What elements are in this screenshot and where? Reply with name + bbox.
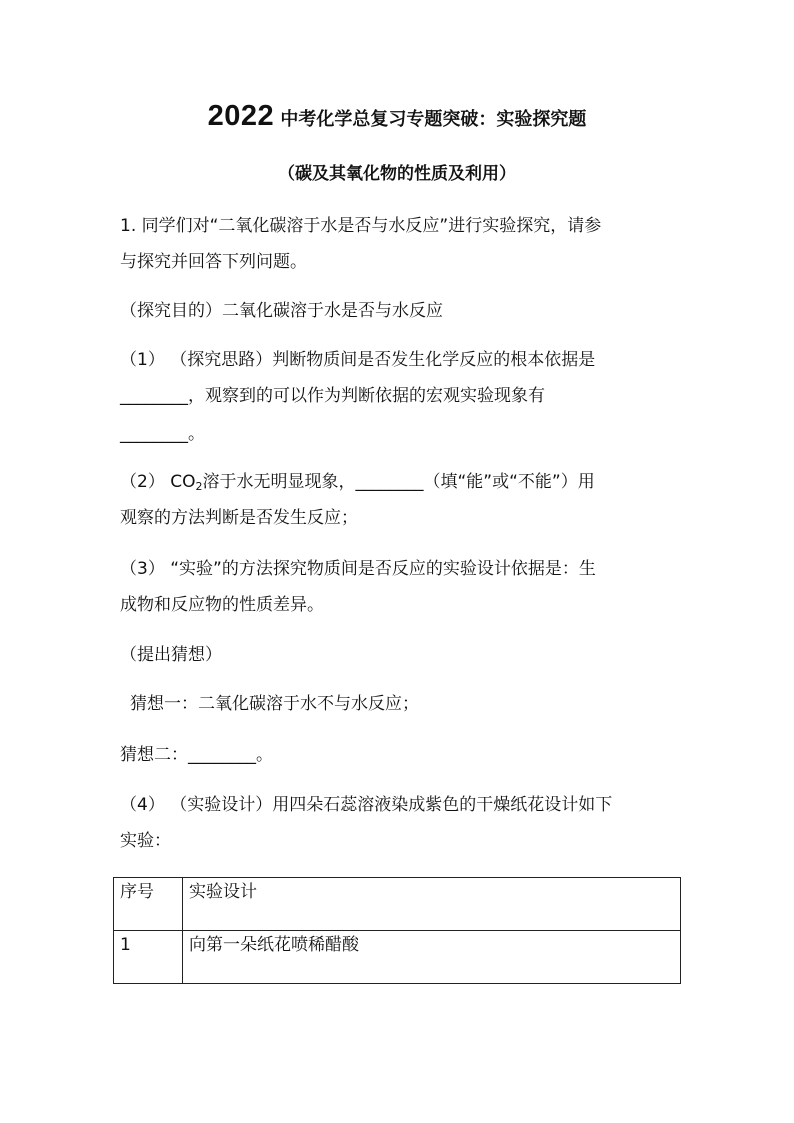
experiment-table [113, 877, 681, 984]
title-year: 2022 [207, 100, 275, 132]
part-1-line-2: ________，观察到的可以作为判断依据的宏观实验现象有 [120, 386, 545, 406]
hypothesis-heading: （提出猜想） [120, 645, 222, 665]
hypothesis-2: 猜想二：________。 [120, 745, 273, 765]
header-serial: 序号 [114, 878, 183, 931]
part-2-text: 溶于水无明显现象，________（填“能”或“不能”）用 [202, 472, 595, 492]
table-header-row [114, 878, 681, 931]
part-3-line-2: 成物和反应物的性质差异。 [120, 595, 324, 615]
part-1-line-3: ________。 [120, 424, 205, 444]
hypothesis-1: 猜想一：二氧化碳溶于水不与水反应； [130, 694, 419, 714]
part-4-line-2: 实验： [120, 831, 171, 851]
part-1-line-1: （1） （探究思路）判断物质间是否发生化学反应的根本依据是 [120, 350, 596, 370]
purpose-line: （探究目的）二氧化碳溶于水是否与水反应 [120, 301, 443, 321]
page-title [0, 96, 794, 140]
part-2-line-2: 观察的方法判断是否发生反应； [120, 508, 358, 528]
row-1-design: 向第一朵纸花喷稀醋酸 [183, 931, 681, 984]
question-1-line-1: 1. 同学们对“二氧化碳溶于水是否与水反应”进行实验探究，请参 [120, 216, 602, 236]
part-2-line-1 [120, 468, 595, 501]
header-design: 实验设计 [183, 878, 681, 931]
co2-subscript: 2 [195, 480, 203, 493]
part-2-prefix: （2） CO [120, 472, 196, 492]
row-1-serial: 1 [114, 931, 183, 984]
part-3-line-1: （3） “实验”的方法探究物质间是否反应的实验设计依据是：生 [120, 559, 596, 579]
page-subtitle: （碳及其氧化物的性质及利用） [278, 164, 516, 184]
table-row [114, 931, 681, 984]
title-text: 中考化学总复习专题突破：实验探究题 [274, 109, 587, 130]
part-4-line-1: （4） （实验设计）用四朵石蕊溶液染成紫色的干燥纸花设计如下 [120, 795, 613, 815]
question-1-line-2: 与探究并回答下列问题。 [120, 252, 307, 272]
